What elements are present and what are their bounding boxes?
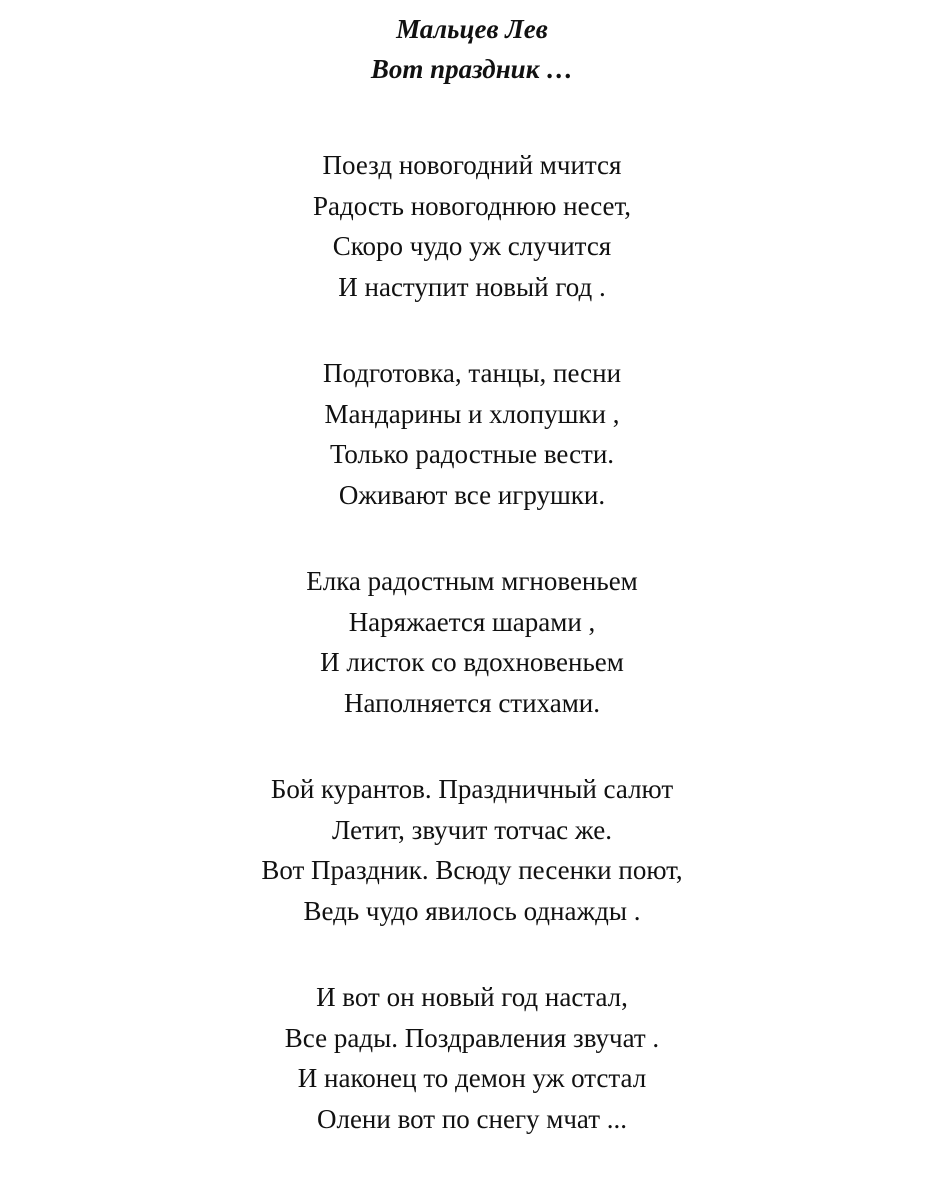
poem-body (0, 145, 944, 1185)
stanza-3 (0, 561, 944, 723)
poem-line: Оживают все игрушки. (338, 479, 606, 510)
stanza-1 (0, 145, 944, 307)
stanza-4 (0, 769, 944, 931)
poem-line: Только радостные вести. (329, 439, 615, 469)
poem-line: И вот он новый год настал, (316, 982, 628, 1012)
poem-line: И наконец то демон уж отстал (297, 1063, 647, 1093)
author-name: Мальцев Лев (396, 14, 548, 44)
poem-line: Радость новогоднюю несет, (312, 190, 632, 221)
poem-line: Елка радостным мгновеньем (306, 566, 638, 596)
poem-line: Бой курантов. Праздничный салют (270, 774, 674, 804)
poem-line: Наряжается шарами , (348, 606, 596, 637)
poem-line: Мандарины и хлопушки , (324, 398, 620, 429)
poem-line: И листок со вдохновеньем (320, 647, 624, 677)
stanza-2 (0, 353, 944, 515)
poem-line: Подготовка, танцы, песни (322, 358, 622, 388)
poem-line: Ведь чудо явилось однажды . (303, 895, 641, 926)
poem-header (0, 0, 944, 89)
poem-line: Поезд новогодний мчится (322, 150, 622, 180)
poem-title: Вот праздник … (370, 54, 574, 84)
stanza-5 (0, 977, 944, 1139)
poem-line: Летит, звучит тотчас же. (332, 814, 612, 845)
poem-line: Все рады. Поздравления звучат . (284, 1022, 660, 1053)
poem-line: И наступит новый год . (338, 271, 606, 302)
poem-line: Наполняется стихами. (344, 687, 600, 718)
poem-line: Скоро чудо уж случится (332, 231, 612, 261)
poem-line: Вот Праздник. Всюду песенки поют, (261, 855, 683, 885)
poem-line: Олени вот по снегу мчат ... (316, 1103, 628, 1134)
